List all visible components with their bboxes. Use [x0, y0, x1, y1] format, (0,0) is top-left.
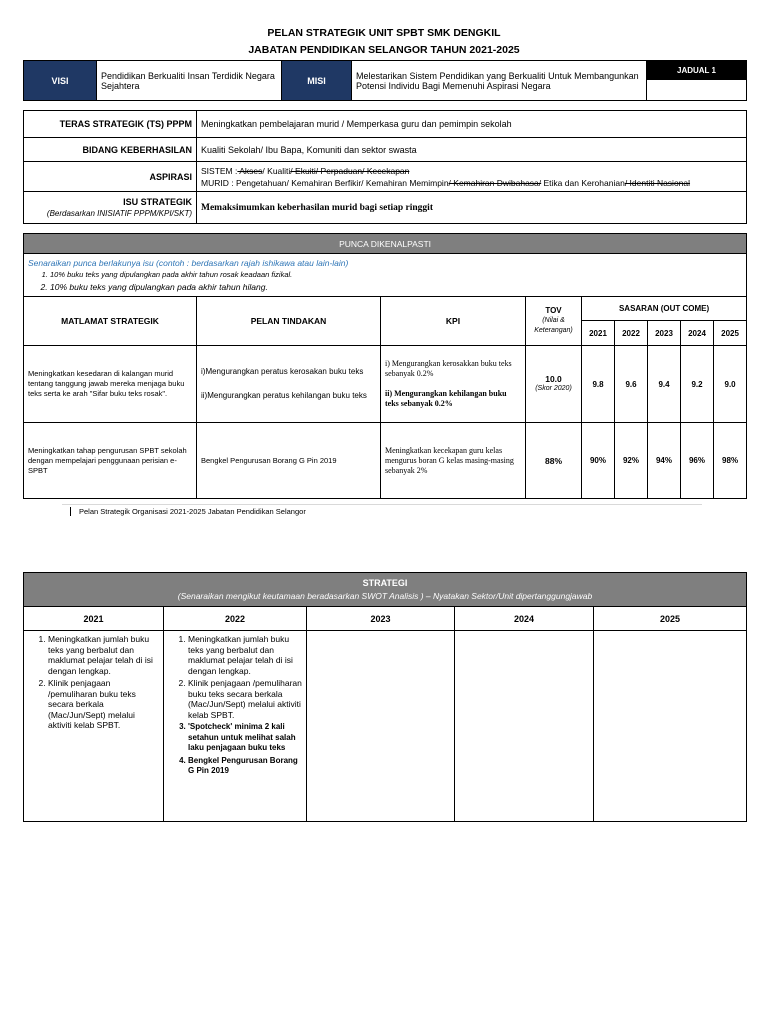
visi-label: VISI — [24, 61, 97, 101]
bidang-label: BIDANG KEBERHASILAN — [24, 138, 197, 162]
strategi-header: STRATEGI — [362, 577, 408, 588]
matlamat-table — [23, 233, 747, 499]
footer-note: Pelan Strategik Organisasi 2021-2025 Jabatan Pendidikan Selangor — [70, 507, 306, 516]
row2-target: 90% — [582, 423, 615, 499]
strategi-year: 2022 — [164, 607, 307, 631]
list-item: 2. Klinik penjagaan /pemuliharan buku teks secara berkala (Mac/Jun/Sept) melalui aktiviti kelab SPBT. — [188, 678, 302, 720]
strategi-2022-list — [168, 634, 302, 777]
row1-kpi2: ii) Mengurangkan kehilangan buku teks sebanyak 0.2% — [385, 389, 507, 408]
misi-label: MISI — [282, 61, 352, 101]
tov-header: TOV — [545, 306, 562, 315]
row1-target: 9.0 — [714, 346, 747, 423]
punca-list — [28, 269, 742, 293]
strategi-2021-list — [28, 634, 159, 731]
tov-header-sub: (Nilai & Keterangan) — [534, 317, 573, 334]
row2-pelan: Bengkel Pengurusan Borang G Pin 2019 — [197, 423, 381, 499]
jadual-empty-cell — [647, 80, 747, 101]
isu-label-cell — [24, 192, 197, 224]
row1-tov-cell — [526, 346, 582, 423]
row1-kpi — [381, 346, 526, 423]
list-item: 4. Bengkel Pengurusan Borang G Pin 2019 — [188, 756, 302, 777]
row1-pelan2: ii)Mengurangkan peratus kehilangan buku teks — [201, 391, 367, 400]
row1-pelan1: i)Mengurangkan peratus kerosakan buku teks — [201, 367, 364, 376]
strategi-table — [23, 572, 747, 822]
year-header: 2023 — [648, 321, 681, 346]
row1-target: 9.2 — [681, 346, 714, 423]
strategi-subheader: (Senaraikan mengikut keutamaan beradasarkan SWOT Analisis ) – Nyatakan Sektor/Unit dipertanggungjawab — [177, 590, 593, 601]
punca-item: 1. 10% buku teks yang dipulangkan pada akhir tahun rosak keadaan fizikal. — [50, 269, 742, 281]
row1-target: 9.8 — [582, 346, 615, 423]
row1-matlamat: Meningkatkan kesedaran di kalangan murid tentang tanggung jawab mereka menjaga buku teks serta ke arah "Sifar buku teks rosak". — [24, 346, 197, 423]
teras-label: TERAS STRATEGIK (TS) PPPM — [24, 111, 197, 138]
row1-target: 9.4 — [648, 346, 681, 423]
isu-label: ISU STRATEGIK — [123, 196, 192, 207]
isu-value: Memaksimumkan keberhasilan murid bagi setiap ringgit — [197, 192, 747, 224]
kpi-header: KPI — [381, 297, 526, 346]
strategi-2024-cell — [455, 631, 594, 822]
table-row — [24, 423, 747, 499]
aspirasi-label: ASPIRASI — [24, 162, 197, 192]
strategi-2023-cell — [307, 631, 455, 822]
year-header: 2021 — [582, 321, 615, 346]
strategi-2025-cell — [594, 631, 747, 822]
visi-text: Pendidikan Berkualiti Insan Terdidik Negara Sejahtera — [97, 61, 282, 101]
bidang-value: Kualiti Sekolah/ Ibu Bapa, Komuniti dan sektor swasta — [197, 138, 747, 162]
pelan-header: PELAN TINDAKAN — [197, 297, 381, 346]
row1-kpi1: i) Mengurangkan kerosakkan buku teks sebanyak 0.2% — [385, 359, 512, 378]
strategi-year: 2024 — [455, 607, 594, 631]
strategi-year: 2023 — [307, 607, 455, 631]
punca-body — [24, 254, 747, 297]
row1-tov-sub: (Skor 2020) — [535, 385, 572, 392]
row2-tov: 88% — [526, 423, 582, 499]
list-item: 3. 'Spotcheck' minima 2 kali setahun untuk melihat salah laku penjagaan buku teks — [188, 722, 302, 754]
strategi-header-cell — [24, 573, 747, 607]
footer-divider — [62, 504, 702, 505]
year-header: 2022 — [615, 321, 648, 346]
visi-misi-table — [23, 60, 747, 101]
page-title: PELAN STRATEGIK UNIT SPBT SMK DENGKIL — [267, 27, 501, 39]
jadual-label: JADUAL 1 — [647, 61, 747, 80]
list-item: 1. Meningkatkan jumlah buku teks yang berbalut dan maklumat pelajar telah di isi dengan lengkap. — [48, 634, 159, 676]
table-row — [24, 346, 747, 423]
row2-target: 94% — [648, 423, 681, 499]
aspirasi-value — [197, 162, 747, 192]
matlamat-header: MATLAMAT STRATEGIK — [24, 297, 197, 346]
aspirasi-sistem: SISTEM : Akses/ Kualiti/ Ekuiti/ Perpaduan/ Kecekapan — [201, 165, 410, 176]
strategi-year: 2021 — [24, 607, 164, 631]
strategi-year: 2025 — [594, 607, 747, 631]
sasaran-header: SASARAN (OUT COME) — [582, 297, 747, 321]
misi-text: Melestarikan Sistem Pendidikan yang Berkualiti Untuk Membangunkan Potensi Individu Bagi Memenuhi Aspirasi Negara — [352, 61, 647, 101]
year-header: 2024 — [681, 321, 714, 346]
year-header: 2025 — [714, 321, 747, 346]
list-item: 2. Klinik penjagaan /pemuliharan buku teks secara berkala (Mac/Jun/Sept) melalui aktiviti kelab SPBT. — [48, 678, 159, 731]
list-item: 1. Meningkatkan jumlah buku teks yang berbalut dan maklumat pelajar telah di isi dengan lengkap. — [188, 634, 302, 676]
row2-target: 92% — [615, 423, 648, 499]
punca-header: PUNCA DIKENALPASTI — [24, 234, 747, 254]
teras-value: Meningkatkan pembelajaran murid / Memperkasa guru dan pemimpin sekolah — [197, 111, 747, 138]
info-table — [23, 110, 747, 224]
row1-target: 9.6 — [615, 346, 648, 423]
aspirasi-murid: MURID : Pengetahuan/ Kemahiran Berfikir/ Kemahiran Memimpin/ Kemahiran Dwibahasa/ Etika dan Kerohanian/ Identiti Nasional — [201, 177, 691, 188]
row2-target: 98% — [714, 423, 747, 499]
row2-kpi: Meningkatkan kecekapan guru kelas mengurus boran G kelas masing-masing sebanyak 2% — [381, 423, 526, 499]
punca-item: 2. 10% buku teks yang dipulangkan pada akhir tahun hilang. — [50, 281, 742, 293]
page-subtitle: JABATAN PENDIDIKAN SELANGOR TAHUN 2021-2025 — [248, 44, 520, 56]
strategi-2022-cell — [164, 631, 307, 822]
tov-header-cell — [526, 297, 582, 346]
row1-tov: 10.0 — [545, 374, 562, 384]
row2-target: 96% — [681, 423, 714, 499]
strategi-2021-cell — [24, 631, 164, 822]
row1-pelan — [197, 346, 381, 423]
row2-matlamat: Meningkatkan tahap pengurusan SPBT sekolah dengan mempelajari penggunaan perisian e-SPBT — [24, 423, 197, 499]
isu-sub: (Berdasarkan INISIATIF PPPM/KPI/SKT) — [46, 208, 192, 218]
punca-instruction: Senaraikan punca berlakunya isu (contoh : berdasarkan rajah ishikawa atau lain-lain) — [28, 258, 349, 268]
